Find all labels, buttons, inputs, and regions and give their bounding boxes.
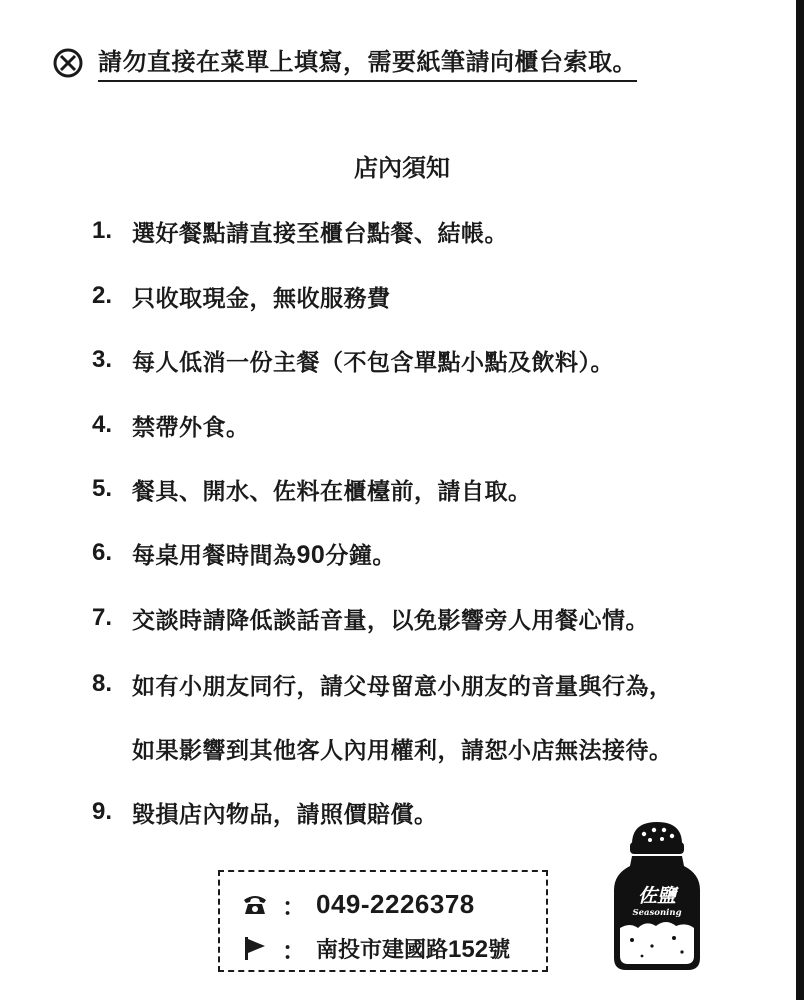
rule-text: 如果影響到其他客人內用權利，請恕小店無法接待。 (132, 737, 673, 764)
rule-number: 4. (92, 411, 113, 438)
rule-item (92, 533, 732, 573)
logo-sub-text: Seasoning (632, 908, 682, 918)
contact-box (218, 870, 548, 972)
rule-item (92, 340, 732, 380)
rule-text: 禁帶外食。 (132, 414, 250, 441)
rule-item (92, 664, 732, 704)
address-number: 152 (448, 935, 489, 963)
dining-time-minutes: 90 (296, 540, 326, 569)
logo-main-text: 佐鹽 (637, 885, 677, 907)
address-row (242, 928, 510, 968)
rule-continuation (132, 728, 772, 768)
rule-text: 如有小朋友同行，請父母留意小朋友的音量與行為， (132, 673, 673, 700)
phone-number: 049-2226378 (316, 888, 475, 919)
rule-item (92, 598, 732, 638)
rule-text-before: 每桌用餐時間為 (132, 542, 297, 569)
rule-number: 3. (92, 346, 113, 373)
rule-text: 毀損店內物品，請照價賠償。 (132, 801, 438, 828)
salt-shaker-icon (612, 818, 702, 973)
notice-text: 請勿直接在菜單上填寫，需要紙筆請向櫃台索取。 (98, 42, 637, 82)
rule-item (92, 469, 732, 509)
rule-text: 餐具、開水、佐料在櫃檯前，請自取。 (132, 478, 532, 505)
rule-item (92, 405, 732, 445)
address-street: 南投市建國路 (316, 937, 449, 963)
rule-number: 7. (92, 604, 113, 631)
rule-number: 2. (92, 282, 113, 309)
address (316, 933, 510, 964)
rule-number: 9. (92, 798, 113, 825)
rule-text: 選好餐點請直接至櫃台點餐、結帳。 (132, 220, 508, 247)
flag-icon (242, 935, 268, 961)
address-suffix: 號 (488, 937, 511, 963)
notice-banner (52, 40, 756, 84)
rule-number: 5. (92, 475, 113, 502)
page-title: 店內須知 (354, 154, 450, 182)
address-colon: ： (282, 936, 306, 965)
telephone-icon (242, 891, 268, 917)
rule-number: 8. (92, 670, 113, 697)
rule-text: 交談時請降低談話音量，以免影響旁人用餐心情。 (132, 607, 649, 634)
rule-number: 1. (92, 217, 113, 244)
rule-text: 只收取現金，無收服務費 (132, 285, 391, 312)
rule-item (92, 211, 732, 251)
rule-text: 每人低消一份主餐（不包含單點小點及飲料）。 (132, 349, 614, 376)
rule-text (132, 537, 396, 570)
rule-text-after: 分鐘。 (325, 542, 396, 569)
rule-item (92, 276, 732, 316)
phone-colon: ： (282, 892, 306, 921)
phone-row (242, 884, 475, 924)
rule-number: 6. (92, 539, 113, 566)
prohibited-icon (52, 47, 84, 79)
